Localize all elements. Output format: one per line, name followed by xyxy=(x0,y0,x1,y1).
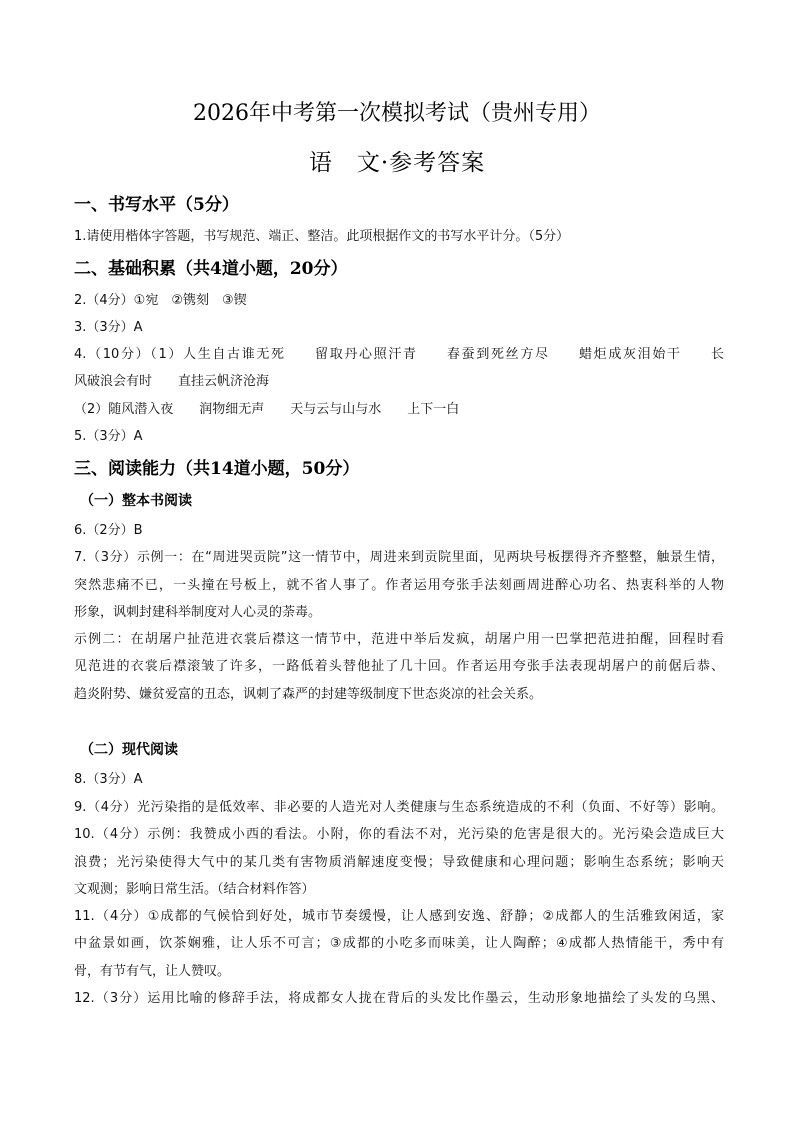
answer-line: 10.（4分）示例：我赞成小西的看法。小附，你的看法不对，光污染的危害是很大的。光污染会造成巨大 xyxy=(74,827,724,842)
answer-line: 中盆景如画，饮茶娴雅，让人乐不可言；③成都的小吃多而味美，让人陶醉；④成都人热情能干，秀中有 xyxy=(74,936,724,951)
subsection-heading-whole-book: （一）整本书阅读 xyxy=(80,493,192,509)
subsection-heading-modern-reading: （二）现代阅读 xyxy=(80,742,178,758)
answer-line: 4.（10分）（1）人生自古谁无死 留取丹心照汗青 春蚕到死丝方尽 蜡炬成灰泪始干 长 xyxy=(74,347,724,362)
answer-line: 3.（3分）A xyxy=(74,320,143,335)
answer-line: （2）随风潜入夜 润物细无声 天与云与山与水 上下一白 xyxy=(74,402,460,417)
document-subtitle: 语 文·参考答案 xyxy=(308,150,486,176)
section-heading-basics: 二、基础积累（共4道小题，20分） xyxy=(74,259,348,279)
section-heading-writing: 一、书写水平（5分） xyxy=(74,195,239,215)
document-title: 2026年中考第一次模拟考试（贵州专用） xyxy=(193,101,601,126)
answer-line: 示例二：在胡屠户扯范进衣裳后襟这一情节中，范进中举后发疯，胡屠户用一巴掌把范进拍醒，回程时看 xyxy=(74,632,724,647)
section-heading-reading: 三、阅读能力（共14道小题，50分） xyxy=(74,459,360,479)
answer-line: 形象，讽刺封建科举制度对人心灵的荼毒。 xyxy=(74,605,322,620)
answer-line: 12.（3分）运用比喻的修辞手法，将成都女人拢在背后的头发比作墨云，生动形象地描绘了头发的乌黑、 xyxy=(74,991,724,1006)
answer-line: 骨，有节有气，让人赞叹。 xyxy=(74,964,231,979)
answer-line: 浪费；光污染使得大气中的某几类有害物质消解速度变慢；导致健康和心理问题；影响生态系统；影响天 xyxy=(74,855,724,870)
answer-line: 见范进的衣裳后襟滚皱了许多，一路低着头替他扯了几十回。作者运用夸张手法表现胡屠户的前倨后恭、 xyxy=(74,659,724,674)
answer-line: 9.（4分）光污染指的是低效率、非必要的人造光对人类健康与生态系统造成的不利（负面、不好等）影响。 xyxy=(74,800,724,815)
answer-line: 风破浪会有时 直挂云帆济沧海 xyxy=(74,374,270,389)
answer-line: 7.（3分）示例一：在“周进哭贡院”这一情节中，周进来到贡院里面，见两块号板摆得齐齐整整，触景生情， xyxy=(74,550,724,565)
answer-line: 8.（3分）A xyxy=(74,772,143,787)
answer-line: 5.（3分）A xyxy=(74,429,143,444)
answer-line: 2.（4分）①宛 ②镌刻 ③锲 xyxy=(74,293,247,308)
answer-line: 突然悲痛不已，一头撞在号板上，就不省人事了。作者运用夸张手法刻画周进醉心功名、热衷科举的人物 xyxy=(74,578,724,593)
answer-line: 文观测；影响日常生活。（结合材料作答） xyxy=(74,882,315,897)
answer-line: 11.（4分）①成都的气候恰到好处，城市节奏缓慢，让人感到安逸、舒静；②成都人的生活雅致闲适，家 xyxy=(74,909,724,924)
answer-line: 1.请使用楷体字答题，书写规范、端正、整洁。此项根据作文的书写水平计分。（5分） xyxy=(74,229,570,244)
answer-line: 6.（2分）B xyxy=(74,523,143,538)
answer-line: 趋炎附势、嫌贫爱富的丑态，讽刺了森严的封建等级制度下世态炎凉的社会关系。 xyxy=(74,687,543,702)
